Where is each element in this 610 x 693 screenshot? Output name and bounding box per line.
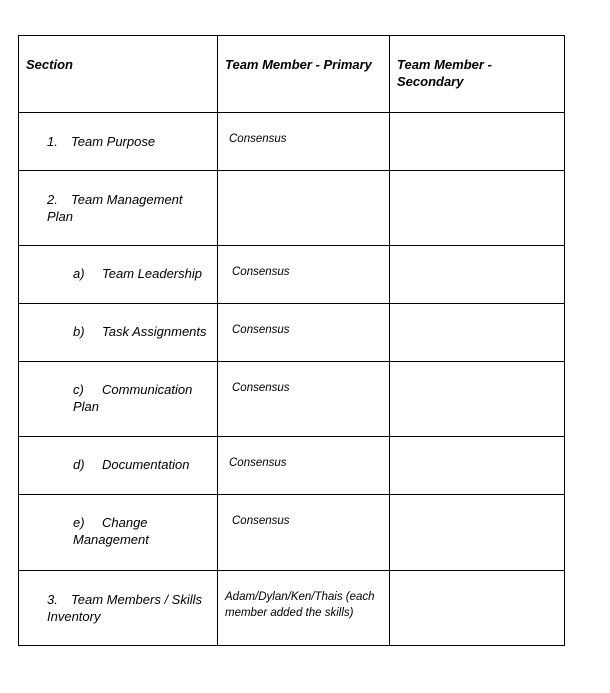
- section-cell: [19, 246, 218, 304]
- row-number: e): [73, 515, 85, 530]
- table-row: [19, 304, 565, 362]
- primary-cell: [218, 304, 390, 362]
- row-label: Team Purpose: [71, 134, 156, 149]
- row-label: Documentation: [102, 457, 190, 472]
- row-label: Team Members / Skills Inventory: [47, 592, 202, 624]
- section-cell: [19, 113, 218, 171]
- table-row: [19, 571, 565, 646]
- secondary-cell: [390, 171, 565, 246]
- secondary-cell: [390, 246, 565, 304]
- row-label: Task Assignments: [102, 324, 207, 339]
- primary-value: Adam/Dylan/Ken/Thais (each member added the skills): [225, 591, 375, 619]
- primary-cell: [218, 171, 390, 246]
- secondary-cell: [390, 571, 565, 646]
- header-row: [19, 36, 565, 113]
- row-number: d): [73, 457, 85, 472]
- primary-cell: [218, 362, 390, 437]
- table-row: [19, 495, 565, 571]
- row-number: a): [73, 266, 85, 281]
- table-row: [19, 437, 565, 495]
- primary-cell: [218, 246, 390, 304]
- section-cell: [19, 437, 218, 495]
- header-primary-cell: [218, 36, 390, 113]
- primary-cell: [218, 437, 390, 495]
- secondary-cell: [390, 304, 565, 362]
- secondary-cell: [390, 113, 565, 171]
- table-row: [19, 113, 565, 171]
- section-cell: [19, 362, 218, 437]
- primary-value: Consensus: [232, 324, 290, 336]
- primary-value: Consensus: [232, 515, 290, 527]
- header-section: Section: [26, 57, 73, 72]
- section-cell: [19, 171, 218, 246]
- table-row: [19, 171, 565, 246]
- primary-value: Consensus: [232, 266, 290, 278]
- header-primary: Team Member - Primary: [225, 57, 372, 72]
- secondary-cell: [390, 495, 565, 571]
- primary-value: Consensus: [232, 382, 290, 394]
- row-number: 2.: [47, 192, 58, 207]
- header-secondary: Team Member - Secondary: [397, 57, 492, 89]
- row-number: 3.: [47, 592, 58, 607]
- primary-cell: [218, 571, 390, 646]
- header-secondary-cell: [390, 36, 565, 113]
- row-number: b): [73, 324, 85, 339]
- assignment-table: [18, 35, 565, 646]
- row-label: Team Management Plan: [47, 192, 183, 224]
- primary-cell: [218, 495, 390, 571]
- secondary-cell: [390, 362, 565, 437]
- section-cell: [19, 571, 218, 646]
- row-label: Team Leadership: [102, 266, 202, 281]
- section-cell: [19, 304, 218, 362]
- row-label: Change Management: [73, 515, 149, 547]
- header-section-cell: [19, 36, 218, 113]
- row-number: 1.: [47, 134, 58, 149]
- primary-value: Consensus: [229, 457, 287, 469]
- table-row: [19, 362, 565, 437]
- row-number: c): [73, 382, 84, 397]
- primary-value: Consensus: [229, 133, 287, 145]
- row-label: Communication Plan: [73, 382, 193, 414]
- section-cell: [19, 495, 218, 571]
- secondary-cell: [390, 437, 565, 495]
- table-row: [19, 246, 565, 304]
- primary-cell: [218, 113, 390, 171]
